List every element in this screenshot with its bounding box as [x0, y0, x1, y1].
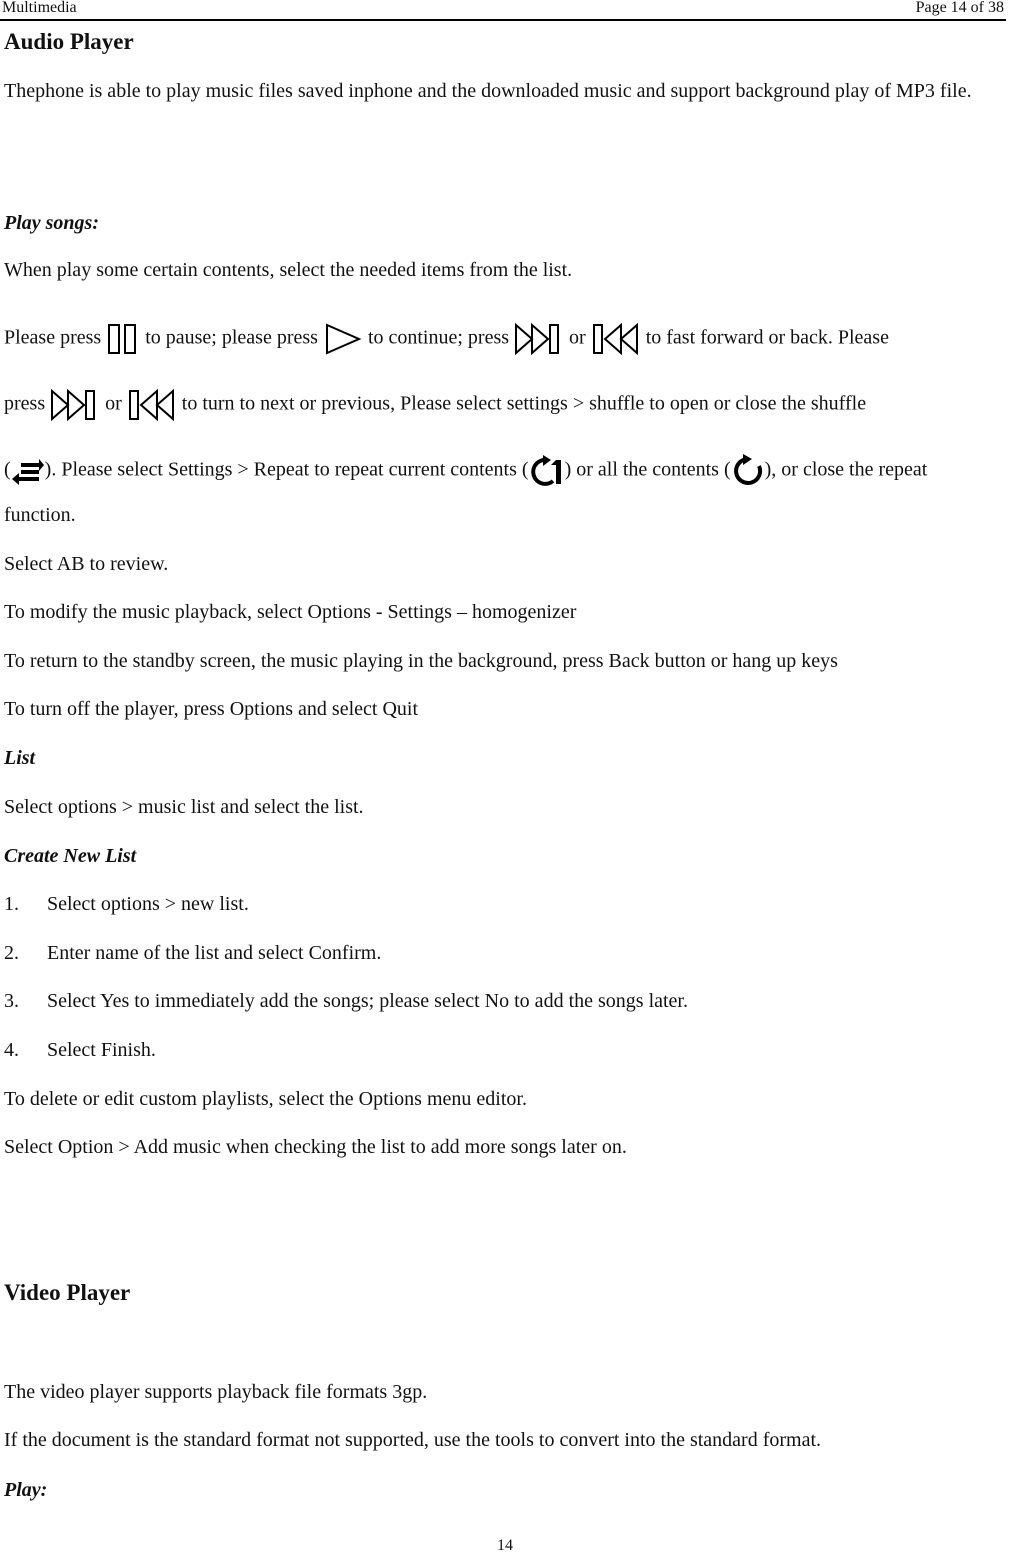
- play-songs-line: When play some certain contents, select the needed items from the list.: [4, 259, 573, 281]
- previous-icon: [127, 388, 177, 422]
- audio-line: To turn off the player, press Options and select Quit: [4, 698, 419, 720]
- after-line: To delete or edit custom playlists, select the Options menu editor.: [4, 1088, 527, 1110]
- controls-text: (: [4, 458, 11, 481]
- video-title: Video Player: [4, 1280, 131, 1305]
- video-line: The video player supports playback file formats 3gp.: [4, 1381, 428, 1403]
- repeat-one-icon: [529, 454, 565, 488]
- audio-intro: Thephone is able to play music files saved inphone and the downloaded music and support background play of MP3 file.: [4, 80, 972, 102]
- list-heading: List: [4, 747, 36, 769]
- list-item: [4, 941, 1006, 965]
- controls-text: press: [4, 392, 46, 415]
- controls-text: to continue; press: [367, 326, 510, 349]
- page-header: [0, 0, 1006, 21]
- controls-text: ) or all the contents (: [564, 458, 731, 481]
- controls-text: or: [569, 326, 586, 349]
- next-icon: [50, 388, 100, 422]
- audio-line: To modify the music playback, select Options - Settings – homogenizer: [4, 601, 577, 623]
- audio-line: To return to the standby screen, the music playing in the background, press Back button or hang up keys: [4, 650, 838, 672]
- controls-text: to fast forward or back. Please: [645, 326, 889, 349]
- list-line: Select options > music list and select the list.: [4, 796, 364, 818]
- fast-forward-icon: [514, 322, 564, 356]
- controls-text: or: [105, 392, 122, 415]
- step-number: 1.: [4, 893, 19, 915]
- controls-line-1: [4, 322, 1006, 356]
- controls-text: ). Please select Settings > Repeat to repeat current contents (: [44, 458, 529, 481]
- play-icon: [323, 322, 363, 356]
- list-item: [4, 892, 1006, 916]
- play-songs-heading: Play songs:: [4, 212, 99, 234]
- step-text: Select Yes to immediately add the songs; please select No to add the songs later.: [47, 990, 688, 1012]
- step-number: 2.: [4, 942, 19, 964]
- after-line: Select Option > Add music when checking the list to add more songs later on.: [4, 1136, 627, 1158]
- video-play-heading: Play:: [4, 1479, 48, 1501]
- fast-back-icon: [591, 322, 641, 356]
- header-page: Page 14 of 38: [915, 0, 1004, 16]
- controls-text: Please press: [4, 326, 102, 349]
- step-text: Select options > new list.: [47, 893, 249, 915]
- page-number: 14: [497, 1537, 513, 1554]
- repeat-all-icon: [731, 454, 765, 488]
- create-list-heading: Create New List: [4, 845, 137, 867]
- pause-icon: [106, 322, 140, 356]
- step-number: 3.: [4, 990, 19, 1012]
- controls-line-3: [4, 454, 1006, 488]
- step-text: Select Finish.: [47, 1039, 156, 1061]
- shuffle-icon: [11, 456, 45, 486]
- audio-title: Audio Player: [4, 29, 134, 54]
- video-line: If the document is the standard format not supported, use the tools to convert into the standard format.: [4, 1429, 822, 1451]
- list-item: [4, 1038, 1006, 1062]
- controls-text: to turn to next or previous, Please select settings > shuffle to open or close the shuffle: [181, 392, 867, 415]
- step-text: Enter name of the list and select Confirm.: [47, 942, 382, 964]
- controls-line-4: function.: [4, 504, 76, 526]
- list-item: [4, 989, 1006, 1013]
- controls-text: to pause; please press: [145, 326, 318, 349]
- step-number: 4.: [4, 1039, 19, 1061]
- header-section: Multimedia: [2, 0, 77, 16]
- controls-line-2: [4, 388, 1006, 422]
- controls-text: ), or close the repeat: [764, 458, 928, 481]
- audio-line: Select AB to review.: [4, 553, 169, 575]
